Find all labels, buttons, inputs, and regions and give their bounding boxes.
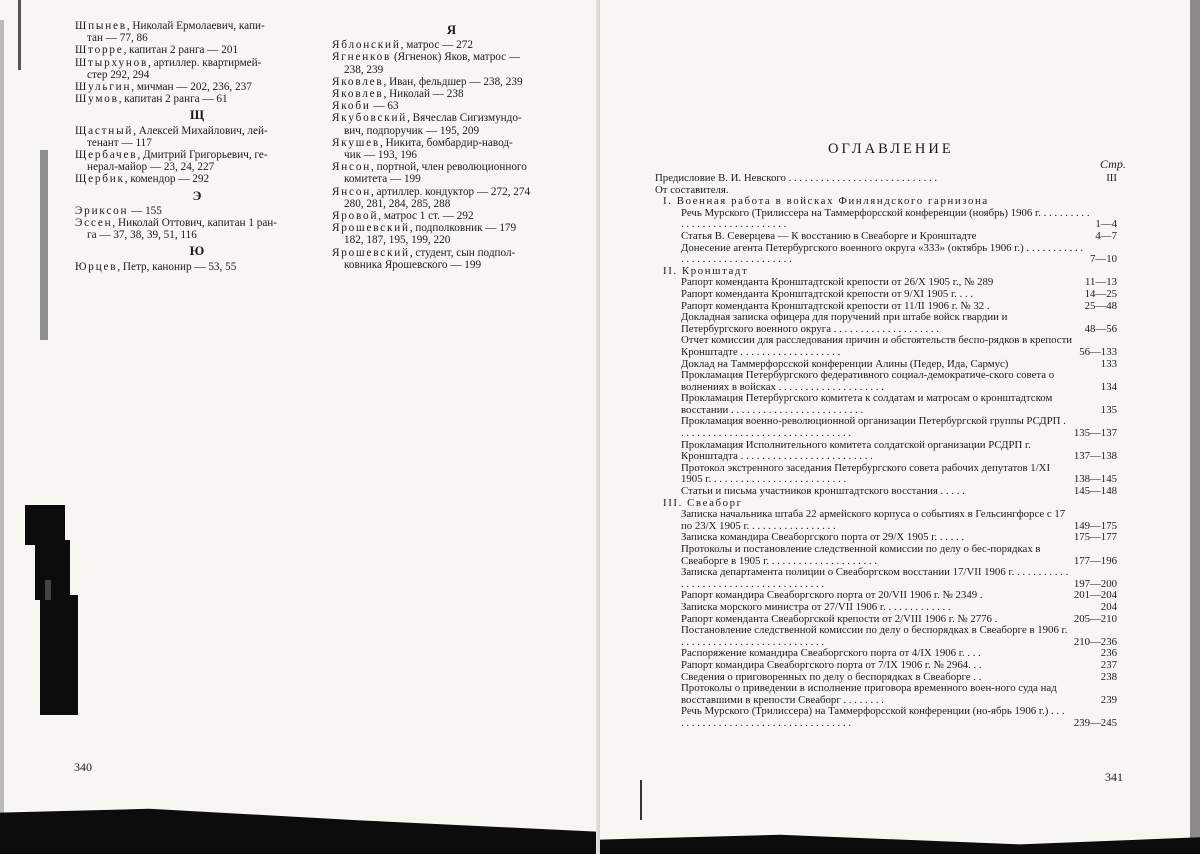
index-entry <box>332 76 572 88</box>
toc-entry-page: 177—196 <box>1073 554 1117 567</box>
toc-page-header: Стр. <box>1100 157 1126 171</box>
index-entry-text: , портной, член революционного <box>371 161 527 174</box>
toc-entry-title: Докладная записка офицера для поручений при штабе войск гвардии и Петербургского военного округа . . . . . . . . . . . . . . . . . . . . <box>681 311 1008 335</box>
page-number-left: 340 <box>74 760 92 774</box>
toc-entry <box>655 393 1117 416</box>
toc-entry-title: Рапорт коменданта Кронштадтской крепости от 9/XI 1905 г. . . . <box>681 287 974 300</box>
toc-entry-page: 239 <box>1100 693 1117 706</box>
toc-entry-title: Записка командира Свеаборгского порта от 29/X 1905 г. . . . . . <box>681 531 965 544</box>
toc-entry-page: 14—25 <box>1084 287 1117 300</box>
index-entry <box>332 222 572 246</box>
index-entry-continuation: га — 37, 38, 39, 51, 116 <box>87 229 197 242</box>
index-entry-text: , матрос 1 ст. — 292 <box>378 210 474 223</box>
toc-entry <box>655 208 1117 231</box>
scan-artifact <box>40 595 78 715</box>
toc-entry-title: Предисловие В. И. Невского . . . . . . . . . . . . . . . . . . . . . . . . . . . . <box>655 172 938 184</box>
index-entry <box>332 88 572 100</box>
toc-entry-title: Протоколы о приведении в исполнение приговора временного воен-ного суда над восставшими в крепости Свеаборг . . . . . . . . <box>681 682 1057 706</box>
scan-artifact <box>40 150 48 340</box>
index-entry-continuation: 238, 239 <box>344 63 384 76</box>
index-entry-name: Ягненков <box>332 51 392 64</box>
index-entry <box>75 44 320 56</box>
index-entry-name: Шпынев <box>75 20 127 32</box>
index-entry-name: Якоби <box>332 100 371 113</box>
toc-entry-title: Речь Мурского (Трилиссера на Таммерфорсской конференции (ноябрь) 1906 г. . . . . . . . . . . . . . . . . . . . . . . . . . . . . . <box>681 206 1090 231</box>
toc-entry <box>655 231 1117 243</box>
index-entry-name: Шумов <box>75 93 119 106</box>
toc-entry-page: 7—10 <box>1090 253 1117 266</box>
toc-entry-title: От составителя. <box>655 183 729 196</box>
toc-entry <box>655 243 1117 266</box>
index-entry-continuation: ковника Ярошевского — 199 <box>344 258 482 271</box>
index-entry-name: Яковлев <box>332 75 384 88</box>
index-entry-text: , Алексей Михайлович, лей- <box>133 124 268 137</box>
scan-artifact <box>1190 0 1200 854</box>
toc-entry-title: Донесение агента Петербургского военного округа «333» (октябрь 1906 г.) . . . . . . . . . . . . . . . . . . . . . . . . . . . . . . . . <box>681 241 1084 266</box>
index-entry-name: Эриксон <box>75 204 129 217</box>
index-entry-text: , капитан 2 ранга — 61 <box>118 93 228 106</box>
toc-title: ОГЛАВЛЕНИЕ <box>828 141 954 157</box>
index-entry <box>332 100 572 112</box>
index-entry <box>332 112 572 136</box>
index-entry-continuation: нерал-майор — 23, 24, 227 <box>87 161 215 174</box>
index-entry-name: Юрцев <box>75 260 118 273</box>
scan-artifact <box>0 805 596 843</box>
toc-entry-page: III <box>1106 172 1117 184</box>
toc-entry <box>655 567 1117 590</box>
toc-entry <box>655 370 1117 393</box>
index-entry-text: (Ягненок) Яков, матрос — <box>391 51 521 64</box>
toc-entry <box>655 509 1117 532</box>
toc-entry-title: Протоколы и постановление следственной комиссии по делу о бес-порядках в Свеаборге в 1905 г. . . . . . . . . . . . . . . . . . . . . <box>681 543 1041 567</box>
toc-entry-title: Отчет комиссии для расследования причин и обстоятельств беспо-рядков в крепости Кронштадте . . . . . . . . . . . . . . . . . . . <box>681 334 1073 358</box>
index-entry-text: , Дмитрий Григорьевич, ге- <box>137 149 268 162</box>
toc-entry <box>655 289 1117 301</box>
index-entry-name: Яблонский <box>332 39 401 52</box>
index-entry-text: , Николай Оттович, капитан 1 ран- <box>112 217 278 230</box>
index-entry-name: Янсон <box>332 161 371 174</box>
index-column-left <box>75 20 320 273</box>
index-entry-text: , матрос — 272 <box>400 39 473 52</box>
index-entry-continuation: тенант — 117 <box>87 136 152 149</box>
index-entry <box>75 125 320 149</box>
index-entry <box>332 210 572 222</box>
index-letter: Э <box>192 187 203 203</box>
page-number-right: 341 <box>1105 770 1123 784</box>
index-entry <box>75 57 320 81</box>
toc-entry-title: Рапорт коменданта Свеаборгской крепости от 2/VIII 1906 г. № 2776 . <box>681 612 998 625</box>
toc-entry-page: 197—200 <box>1073 577 1117 590</box>
toc-entry-title: Прокламация Исполнительного комитета солдатской организации РСДРП г. Кронштадта . . . . . . . . . . . . . . . . . . . . . . . . . <box>681 438 1031 463</box>
toc-entry-page: 1—4 <box>1095 218 1117 231</box>
toc-entry-page: 133 <box>1100 357 1117 370</box>
toc-entry-title: Записка начальника штаба 22 армейского корпуса о событиях в Гельсингфорсе с 17 по 23/X 1905 г. . . . . . . . . . . . . . . . . <box>681 508 1066 532</box>
index-entry-text: , Николай Ермолаевич, капи- <box>126 20 265 32</box>
toc-entry <box>655 706 1117 729</box>
toc-entry <box>655 544 1117 567</box>
index-entry <box>332 51 572 75</box>
toc-entry-title: Записка морского министра от 27/VII 1906 г. . . . . . . . . . . . . <box>681 600 951 613</box>
index-entry-name: Шторре <box>75 44 124 57</box>
toc-entry-title: Прокламация военно-революционной организации Петербургской группы РСДРП . . . . . . . . . . . . . . . . . . . . . . . . . . . . . . . . . <box>681 415 1066 440</box>
toc-entry-title: III. Свеаборг <box>663 496 743 509</box>
index-entry-name: Щербик <box>75 173 125 186</box>
index-entry-text: , комендор — 292 <box>124 173 210 186</box>
index-entry <box>75 261 320 273</box>
toc-entry-page: 48—56 <box>1084 322 1117 335</box>
toc-entry-title: Статья В. Северцева — К восстанию в Свеаборге и Кронштадте <box>681 229 977 242</box>
index-entry-name: Янсон <box>332 185 371 198</box>
scan-artifact <box>18 0 21 70</box>
index-entry-continuation: комитета — 199 <box>344 173 421 186</box>
toc-entry-page: 138—145 <box>1073 473 1117 486</box>
toc-entry-title: Постановление следственной комиссии по делу о беспорядках в Свеаборге в 1906 г. . . . . . . . . . . . . . . . . . . . . . . . . . . . <box>681 624 1068 648</box>
toc-entry-page: 4—7 <box>1095 229 1117 242</box>
toc-entry-page: 175—177 <box>1073 531 1117 544</box>
toc-entry-title: Речь Мурского (Трилиссера) на Таммерфорсской конференции (но-ябрь 1906 г.) . . . . . . . . . . . . . . . . . . . . . . . . . . . . . . . . . . . <box>681 705 1065 729</box>
index-entry-name: Штырхунов <box>75 56 149 69</box>
scan-artifact <box>640 780 642 820</box>
index-entry-name: Якушев <box>332 136 380 149</box>
index-entry-name: Эссен <box>75 217 113 230</box>
index-entry-text: , подполковник — 179 <box>409 222 517 235</box>
index-entry <box>75 81 320 93</box>
index-entry-text: — 155 <box>128 204 162 217</box>
toc-entry <box>655 660 1117 672</box>
toc-entry <box>655 625 1117 648</box>
toc-entry <box>655 683 1117 706</box>
index-entry-text: , Петр, канонир — 53, 55 <box>117 260 237 273</box>
toc-entry-title: Статьи и письма участников кронштадтского восстания . . . . . <box>681 485 965 498</box>
toc-entry-page: 11—13 <box>1085 276 1117 289</box>
index-entry <box>75 20 320 44</box>
toc-entry-title: Рапорт командира Свеаборгского порта от 7/IX 1906 г. № 2964. . . <box>681 658 982 671</box>
toc-entry-page: 236 <box>1100 647 1117 660</box>
scan-artifact <box>25 505 65 545</box>
toc-entry-title: Рапорт командира Свеаборгского порта от 20/VII 1906 г. № 2349 . <box>681 589 983 602</box>
toc-entry <box>655 416 1117 439</box>
toc-entry-title: Прокламация Петербургского федеративного социал-демократиче-ского совета о волнениях в войсках . . . . . . . . . . . . . . . . . . . . <box>681 369 1055 393</box>
index-entry-name: Якубовский <box>332 112 408 125</box>
index-entry <box>75 149 320 173</box>
toc-entry-page: 237 <box>1100 658 1117 671</box>
index-entry-name: Яровой <box>332 210 379 223</box>
index-entry <box>332 137 572 161</box>
scan-artifact <box>0 843 596 854</box>
toc-entry <box>655 335 1117 358</box>
toc-entry-page: 205—210 <box>1073 612 1117 625</box>
index-entry-continuation: стер 292, 294 <box>87 68 150 81</box>
index-entry-text: , мичман — 202, 236, 237 <box>131 81 252 94</box>
index-entry-continuation: тан — 77, 86 <box>87 32 148 45</box>
index-entry-text: , Николай — 238 <box>383 88 464 101</box>
index-entry-name: Шульгин <box>75 81 132 94</box>
toc-entry-title: I. Военная работа в войсках Финляндского гарнизона <box>663 195 989 208</box>
toc-entry <box>655 440 1117 463</box>
index-entry-text: , Иван, фельдшер — 238, 239 <box>383 75 523 88</box>
index-entry-text: , артиллер. квартирмей- <box>148 56 262 69</box>
index-entry-name: Щастный <box>75 124 134 137</box>
toc-entry-page: 56—133 <box>1079 345 1117 358</box>
index-entry-name: Щербачев <box>75 149 138 162</box>
index-column-right <box>332 20 572 271</box>
index-entry-text: , капитан 2 ранга — 201 <box>123 44 239 57</box>
toc-entry-title: Записка департамента полиции о Свеаборгском восстании 17/VII 1906 г. . . . . . . . . . . . . . . . . . . . . . . . . . . . . . . . . . . . . . <box>681 566 1069 590</box>
toc-entry-title: Сведения о приговоренных по делу о беспорядках в Свеаборге . . <box>681 670 982 683</box>
toc-entry-title: Протокол экстренного заседания Петербургского совета рабочих депутатов 1/XI 1905 г. . . . . . . . . . . . . . . . . . . . . . . . . . <box>681 461 1051 486</box>
toc-entry-page: 210—236 <box>1073 635 1117 648</box>
index-entry <box>75 93 320 105</box>
index-entry-name: Яковлев <box>332 88 384 101</box>
scan-artifact <box>600 830 1200 854</box>
toc-entry-title: Доклад на Таммерфорсской конференции Алины (Педер, Ида, Сармус) <box>681 357 1009 370</box>
index-entry-text: — 63 <box>370 100 399 113</box>
table-of-contents <box>655 173 1117 730</box>
toc-entry <box>655 463 1117 486</box>
toc-entry-title: II. Кронштадт <box>663 264 749 277</box>
right-page <box>600 0 1200 854</box>
toc-entry <box>655 486 1117 498</box>
toc-entry <box>655 602 1117 614</box>
index-entry-text: , артиллер. кондуктор — 272, 274 <box>371 185 531 198</box>
index-entry-text: , Никита, бомбардир-навод- <box>380 136 513 149</box>
toc-entry-page: 135 <box>1100 403 1117 416</box>
toc-entry <box>655 173 1117 185</box>
scan-artifact <box>35 540 70 600</box>
index-entry <box>75 217 320 241</box>
toc-entry <box>655 312 1117 335</box>
toc-entry-page: 25—48 <box>1084 299 1117 312</box>
index-entry <box>75 173 320 185</box>
toc-entry-page: 134 <box>1100 380 1117 393</box>
scan-artifact <box>0 20 4 840</box>
index-entry <box>75 205 320 217</box>
index-letter: Я <box>446 22 458 37</box>
index-entry-continuation: 182, 187, 195, 199, 220 <box>344 234 451 247</box>
toc-entry-title: Рапорт коменданта Кронштадтской крепости от 26/X 1905 г., № 289 <box>681 276 994 289</box>
toc-entry-page: 137—138 <box>1073 450 1117 463</box>
index-entry <box>332 186 572 210</box>
index-entry <box>332 39 572 51</box>
toc-entry-page: 238 <box>1100 670 1117 683</box>
index-entry <box>332 247 572 271</box>
toc-entry-page: 145—148 <box>1073 485 1117 498</box>
index-entry <box>332 161 572 185</box>
index-entry-continuation: 280, 281, 284, 285, 288 <box>344 197 451 210</box>
toc-entry-page: 204 <box>1100 600 1117 613</box>
index-entry-text: , Вячеслав Сигизмундо- <box>407 112 522 125</box>
index-entry-text: , студент, сын подпол- <box>409 246 516 259</box>
index-letter: Ю <box>189 243 206 259</box>
index-letter: Щ <box>189 107 206 123</box>
index-entry-continuation: чик — 193, 196 <box>344 149 417 162</box>
toc-entry-title: Прокламация Петербургского комитета к солдатам и матросам о кронштадтском восстании . . . . . . . . . . . . . . . . . . . . . . . . . <box>681 392 1053 416</box>
index-entry-continuation: вич, подпоручик — 195, 209 <box>344 124 480 137</box>
toc-entry-title: Рапорт коменданта Кронштадтской крепости от 11/II 1906 г. № 32 . <box>681 299 990 312</box>
index-entry-name: Ярошевский <box>332 222 410 235</box>
toc-entry-page: 135—137 <box>1073 427 1117 440</box>
scan-artifact <box>45 580 51 600</box>
toc-entry-page: 149—175 <box>1073 519 1117 532</box>
toc-entry-title: Распоряжение командира Свеаборгского порта от 4/IX 1906 г. . . . <box>681 647 981 660</box>
index-entry-name: Ярошевский <box>332 246 410 259</box>
toc-entry-page: 239—245 <box>1073 716 1117 729</box>
toc-entry-page: 201—204 <box>1073 589 1117 602</box>
